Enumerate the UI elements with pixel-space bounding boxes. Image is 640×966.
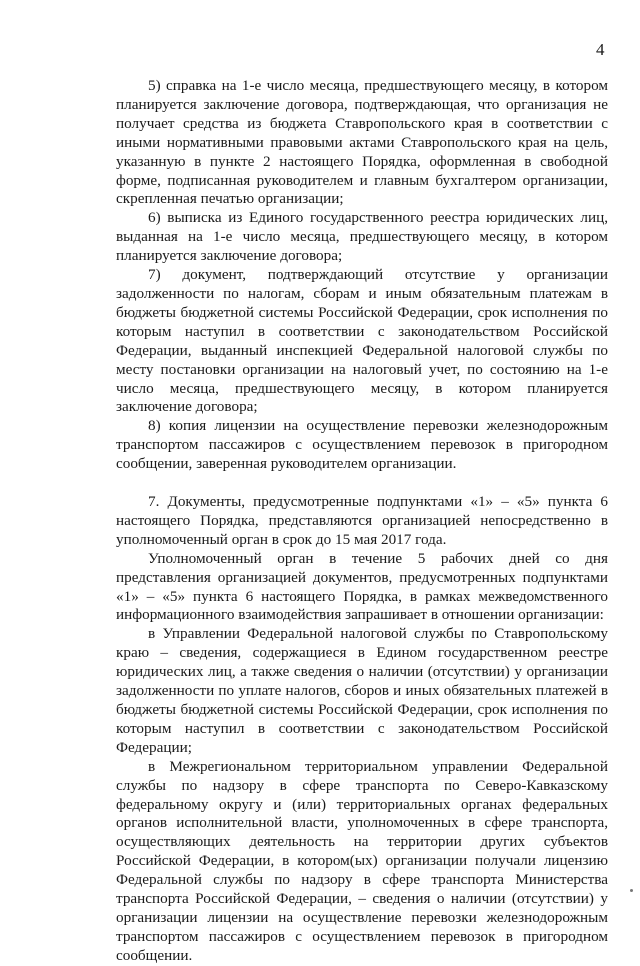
paragraph-authority-request: Уполномоченный орган в течение 5 рабочих дней со дня представления организацией документов, предусмотренных подпунктами «1» – «5» пункта 6 настоящего Порядка, в рамках межведомственного информационного взаимодействия запрашивает в отношении организации: [116,549,608,624]
paragraph-item-8: 8) копия лицензии на осуществление перевозки железнодорожным транспортом пассажиров с осуществлением перевозок в пригородном сообщении, заверенная руководителем организации. [116,417,608,473]
scan-mark [630,889,633,892]
paragraph-item-5: 5) справка на 1-е число месяца, предшествующего месяцу, в котором планируется заключение договора, подтверждающая, что организация не получает средства из бюджета Ставропольского края в соответствии с иными нормативными правовыми актами Ставропольского края на цель, указанную в пункте 2 настоящего Порядка, оформленная в свободной форме, подписанная руководителем и главным бухгалтером организации, скрепленная печатью организации; [116,77,608,208]
paragraph-transport-authority: в Межрегиональном территориальном управлении Федеральной службы по надзору в сфере транспорта по Северо-Кавказскому федеральному округу и (или) территориальных органах федеральных органов исполнительной власти, уполномоченных в сфере транспорта, осуществляющих деятельность на территории других субъектов Российской Федерации, в котором(ых) организации получали лицензию Федеральной службы по надзору в сфере транспорта Министерства транспорта Российской Федерации, – сведения о наличии (отсутствии) у организации лицензии на осуществление перевозки железнодорожным транспортом пассажиров с осуществлением перевозок в пригородном сообщении. [116,757,608,964]
page-number: 4 [596,40,605,59]
paragraph-item-7: 7) документ, подтверждающий отсутствие у организации задолженности по налогам, сборам и иным обязательным платежам в бюджеты бюджетной системы Российской Федерации, срок исполнения по которым наступил в соответствии с законодательством Российской Федерации, выданный инспекцией Федеральной налоговой службы по месту постановки организации на налоговый учет, по состоянию на 1-е число месяца, предшествующего месяцу, в котором планируется заключение договора; [116,266,608,416]
paragraph-clause-7: 7. Документы, предусмотренные подпунктами «1» – «5» пункта 6 настоящего Порядка, представляются организацией непосредственно в уполномоченный орган в срок до 15 мая 2017 года. [116,493,608,548]
paragraph-item-6: 6) выписка из Единого государственного реестра юридических лиц, выданная на 1-е число месяца, предшествующего месяцу, в котором планируется заключение договора; [116,209,608,265]
document-body [116,77,608,966]
paragraph-tax-service: в Управлении Федеральной налоговой службы по Ставропольскому краю – сведения, содержащиеся в Едином государственном реестре юридических лиц, а также сведения о наличии (отсутствии) у организации задолженности по уплате налогов, сборов и иных обязательных платежей в бюджеты бюджетной системы Российской Федерации, срок исполнения по которым наступил в соответствии с законодательством Российской Федерации; [116,625,608,756]
